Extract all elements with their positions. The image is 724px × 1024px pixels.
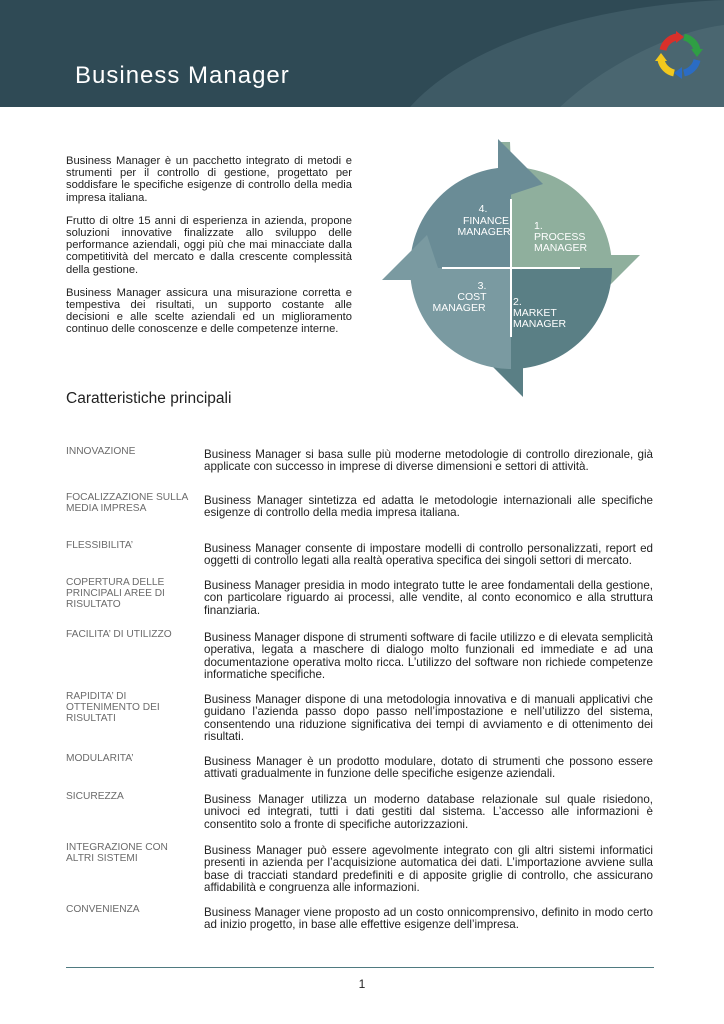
cycle-label-line: MARKET	[513, 307, 557, 319]
feature-description: Business Manager dispone di strumenti software di facile utilizzo e di elevata semplicità operativa, legata a maschere di dialogo molto funzionali ed immediate e ad una documentazione operativa molto ricca. L’utilizzo del software non richiede competenze informatiche specifiche.	[204, 631, 653, 682]
cycle-label-line: MANAGER	[457, 226, 511, 238]
feature-label: FLESSIBILITA’	[66, 540, 133, 551]
feature-label: RAPIDITA’ DI OTTENIMENTO DEI RISULTATI	[66, 691, 160, 724]
cycle-label-line: MANAGER	[513, 318, 567, 330]
feature-description: Business Manager può essere agevolmente integrato con gli altri sistemi informatici presenti in azienda per l’acquisizione automatica dei dati. L’importazione avviene sulla base di tracciati standard predefiniti e di apposite griglie di controllo, che assicurano affidabilità e congruenza alle informazioni.	[204, 844, 653, 895]
footer-divider	[66, 967, 654, 968]
feature-description: Business Manager viene proposto ad un costo onnicomprensivo, definito in modo certo ad inizio progetto, in base alle effettive esigenze dell’impresa.	[204, 906, 653, 932]
page-number: 1	[358, 977, 366, 991]
feature-description: Business Manager utilizza un moderno database relazionale sul quale risiedono, univoci ed integrati, tutti i dati gestiti dal sistema. L’accesso alle informazioni è consentito solo a fronte di specifiche autorizzazioni.	[204, 793, 653, 831]
section-title: Caratteristiche principali	[66, 390, 232, 407]
cycle-label-number: 4.	[478, 203, 488, 215]
feature-label: FOCALIZZAZIONE SULLA MEDIA IMPRESA	[66, 492, 188, 514]
feature-label: MODULARITA’	[66, 753, 134, 764]
cycle-label-number: 1.	[534, 220, 543, 232]
cycle-label-line: COST	[457, 291, 487, 303]
intro-paragraph: Business Manager assicura una misurazione corretta e tempestiva dei risultati, un supporto costante alle decisioni e alle scelte aziendali ed un miglioramento continuo delle conoscenze e delle competenze interne.	[66, 286, 352, 336]
feature-description: Business Manager dispone di una metodologia innovativa e di manuali applicativi che guidano l’azienda passo dopo passo nell’impostazione e nell’utilizzo del sistema, consentendo una riduzione significativa dei tempi di avviamento e di ottenimento dei risultati.	[204, 693, 653, 744]
cycle-label-number: 2.	[513, 296, 522, 308]
feature-label: INNOVAZIONE	[66, 446, 136, 457]
feature-description: Business Manager presidia in modo integrato tutte le aree fondamentali della gestione, con particolare riguardo ai processi, alle vendite, al conto economico e alla struttura finanziaria.	[204, 579, 653, 617]
feature-description: Business Manager consente di impostare modelli di controllo personalizzati, report ed oggetti di controllo legati alla realtà operativa specifica dei singoli settori di mercato.	[204, 542, 653, 568]
feature-description: Business Manager si basa sulle più moderne metodologie di controllo direzionale, già applicate con successo in imprese di diverse dimensioni e settori di attività.	[204, 448, 653, 474]
intro-text	[66, 155, 352, 347]
feature-description: Business Manager sintetizza ed adatta le metodologie internazionali alle specifiche esigenze di controllo della media impresa italiana.	[204, 494, 653, 520]
manager-cycle-diagram	[380, 137, 642, 399]
header-band	[0, 0, 724, 107]
cycle-label-number: 3.	[477, 280, 487, 292]
cycle-segment-cost	[410, 268, 511, 369]
feature-label: INTEGRAZIONE CON ALTRI SISTEMI	[66, 842, 168, 864]
header-swoosh-decoration	[0, 0, 724, 107]
feature-label: COPERTURA DELLE PRINCIPALI AREE DI RISULTATO	[66, 577, 165, 610]
cycle-label-line: PROCESS	[534, 231, 586, 243]
cycle-label-line: MANAGER	[432, 302, 486, 314]
cycle-label-line: FINANCE	[462, 215, 510, 227]
cycle-label-line: MANAGER	[534, 242, 588, 254]
intro-paragraph: Frutto di oltre 15 anni di esperienza in azienda, propone soluzioni innovative finalizzate allo sviluppo delle performance aziendali, oggi più che mai minacciate dalla competitività del mercato e dalla crescente complessità della gestione.	[66, 214, 352, 276]
feature-label: SICUREZZA	[66, 791, 124, 802]
feature-description: Business Manager è un prodotto modulare, dotato di strumenti che possono essere attivati gradualmente in funzione delle specifiche esigenze aziendali.	[204, 755, 653, 781]
feature-label: CONVENIENZA	[66, 904, 140, 915]
circular-arrows-logo-icon	[652, 28, 706, 82]
feature-label: FACILITA’ DI UTILIZZO	[66, 629, 172, 640]
intro-paragraph: Business Manager è un pacchetto integrato di metodi e strumenti per il controllo di gestione, progettato per soddisfare le specifiche esigenze di controllo della media impresa italiana.	[66, 155, 352, 204]
page-title: Business Manager	[75, 62, 290, 89]
